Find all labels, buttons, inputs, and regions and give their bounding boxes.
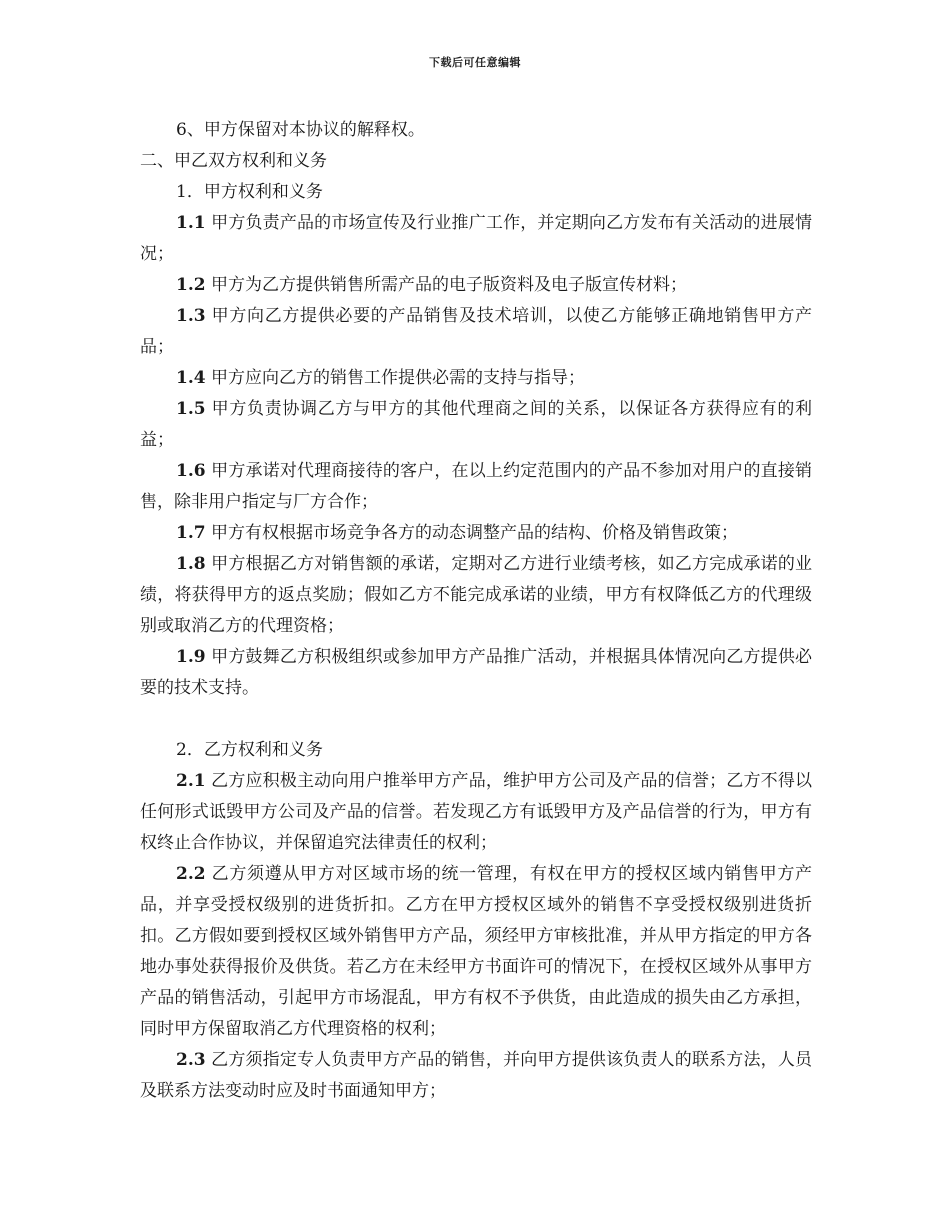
paragraph-text: 甲方鼓舞乙方积极组织或参加甲方产品推广活动，并根据具体情况向乙方提供必要的技术支持。 xyxy=(140,647,812,698)
paragraph xyxy=(140,146,812,177)
paragraph-text: 甲方向乙方提供必要的产品销售及技术培训，以使乙方能够正确地销售甲方产品； xyxy=(140,306,812,357)
paragraph xyxy=(140,270,812,301)
paragraph xyxy=(140,115,812,146)
paragraph xyxy=(140,456,812,518)
paragraph-text: 甲方承诺对代理商接待的客户，在以上约定范围内的产品不参加对用户的直接销售，除非用户指定与厂方合作； xyxy=(140,461,812,512)
document-body xyxy=(140,115,812,1107)
paragraph-text: 甲方应向乙方的销售工作提供必需的支持与指导； xyxy=(205,368,585,388)
paragraph xyxy=(140,363,812,394)
paragraph-text: 6、甲方保留对本协议的解释权。 xyxy=(176,120,425,140)
clause-number: 1.1 xyxy=(176,213,206,233)
paragraph xyxy=(140,177,812,208)
paragraph-text: 甲方负责协调乙方与甲方的其他代理商之间的关系，以保证各方获得应有的利益； xyxy=(140,399,812,450)
paragraph-text: 乙方须遵从甲方对区域市场的统一管理，有权在甲方的授权区域内销售甲方产品，并享受授权级别的进货折扣。乙方在甲方授权区域外的销售不享受授权级别进货折扣。乙方假如要到授权区域外销售甲方产品，须经甲方审核批准，并从甲方指定的甲方各地办事处获得报价及供货。若乙方在未经甲方书面许可的情况下，在授权区域外从事甲方产品的销售活动，引起甲方市场混乱，甲方有权不予供货，由此造成的损失由乙方承担，同时甲方保留取消乙方代理资格的权利； xyxy=(140,864,812,1039)
paragraph xyxy=(140,394,812,456)
paragraph-text: 1．甲方权利和义务 xyxy=(176,182,323,202)
clause-number: 1.8 xyxy=(176,554,206,574)
paragraph-text: 乙方应积极主动向用户推举甲方产品，维护甲方公司及产品的信誉；乙方不得以任何形式诋毁甲方公司及产品的信誉。若发现乙方有诋毁甲方及产品信誉的行为，甲方有权终止合作协议，并保留追究法律责任的权利； xyxy=(140,771,812,853)
clause-number: 1.9 xyxy=(176,647,206,667)
paragraph xyxy=(140,735,812,766)
clause-number: 1.7 xyxy=(176,523,206,543)
paragraph xyxy=(140,518,812,549)
paragraph-text: 甲方负责产品的市场宣传及行业推广工作，并定期向乙方发布有关活动的进展情况； xyxy=(140,213,812,264)
paragraph xyxy=(140,301,812,363)
paragraph xyxy=(140,1045,812,1107)
clause-number: 1.3 xyxy=(176,306,206,326)
paragraph-spacer xyxy=(140,704,812,735)
paragraph-text: 甲方有权根据市场竞争各方的动态调整产品的结构、价格及销售政策； xyxy=(205,523,738,543)
clause-number: 1.2 xyxy=(176,275,206,295)
clause-number: 2.2 xyxy=(176,864,206,884)
paragraph xyxy=(140,642,812,704)
paragraph-text: 二、甲乙双方权利和义务 xyxy=(140,151,327,171)
paragraph xyxy=(140,859,812,1045)
page-header: 下载后可任意编辑 xyxy=(429,56,521,69)
clause-number: 2.3 xyxy=(176,1050,206,1070)
paragraph-text: 甲方为乙方提供销售所需产品的电子版资料及电子版宣传材料； xyxy=(205,275,687,295)
clause-number: 1.5 xyxy=(176,399,206,419)
paragraph xyxy=(140,208,812,270)
clause-number: 1.6 xyxy=(176,461,206,481)
paragraph-text: 乙方须指定专人负责甲方产品的销售，并向甲方提供该负责人的联系方法，人员及联系方法变动时应及时书面通知甲方； xyxy=(140,1050,812,1101)
paragraph-text: 2．乙方权利和义务 xyxy=(176,740,323,760)
clause-number: 1.4 xyxy=(176,368,206,388)
paragraph xyxy=(140,549,812,642)
clause-number: 2.1 xyxy=(176,771,206,791)
paragraph xyxy=(140,766,812,859)
paragraph-text: 甲方根据乙方对销售额的承诺，定期对乙方进行业绩考核，如乙方完成承诺的业绩，将获得甲方的返点奖励；假如乙方不能完成承诺的业绩，甲方有权降低乙方的代理级别或取消乙方的代理资格； xyxy=(140,554,812,636)
